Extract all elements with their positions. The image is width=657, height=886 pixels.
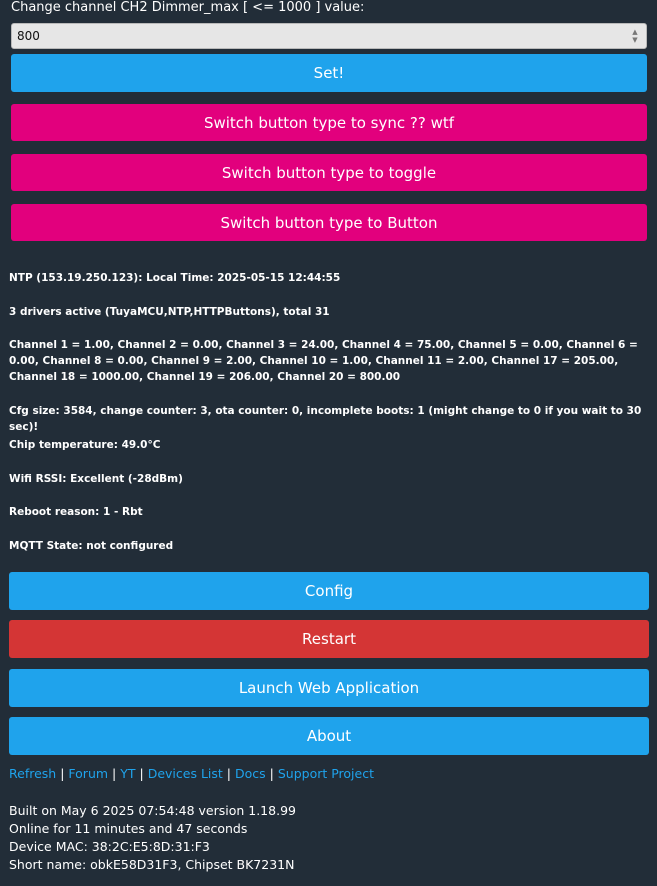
channels-status: Channel 1 = 1.00, Channel 2 = 0.00, Channel 3 = 24.00, Channel 4 = 75.00, Channel 5 = 0.00, Channel 6 = 0.00, Channel 8 = 0.00, Channel 9 = 2.00, Channel 10 = 1.00, Channel 11 = 2.00, Channel 17 = 205.00, Channel 18 = 1000.00, Channel 19 = 206.00, Channel 20 = 800.00 bbox=[9, 339, 638, 383]
footer-links bbox=[9, 766, 374, 782]
drivers-status: 3 drivers active (TuyaMCU,NTP,HTTPButtons), total 31 bbox=[9, 306, 330, 318]
short-name-info: Short name: obkE58D31F3, Chipset BK7231N bbox=[9, 857, 295, 872]
uptime-info: Online for 11 minutes and 47 seconds bbox=[9, 821, 248, 836]
config-button[interactable]: Config bbox=[9, 572, 649, 610]
launch-web-app-button[interactable]: Launch Web Application bbox=[9, 669, 649, 707]
set-button[interactable]: Set! bbox=[11, 54, 647, 92]
spinner-arrows-icon[interactable]: ▲ ▼ bbox=[632, 28, 638, 44]
build-info: Built on May 6 2025 07:54:48 version 1.18.99 bbox=[9, 803, 296, 818]
separator: | bbox=[226, 766, 231, 781]
separator: | bbox=[60, 766, 65, 781]
dimmer-max-label: Change channel CH2 Dimmer_max [ <= 1000 ] value: bbox=[11, 0, 365, 15]
mac-info: Device MAC: 38:2C:E5:8D:31:F3 bbox=[9, 839, 210, 854]
chip-temperature: Chip temperature: 49.0°C bbox=[9, 439, 161, 451]
switch-toggle-button[interactable]: Switch button type to toggle bbox=[11, 154, 647, 191]
ntp-status: NTP (153.19.250.123): Local Time: 2025-05-15 12:44:55 bbox=[9, 272, 341, 284]
switch-button-button[interactable]: Switch button type to Button bbox=[11, 204, 647, 241]
refresh-link[interactable]: Refresh bbox=[9, 766, 57, 781]
yt-link[interactable]: YT bbox=[120, 766, 136, 781]
devices-list-link[interactable]: Devices List bbox=[147, 766, 223, 781]
mqtt-state: MQTT State: not configured bbox=[9, 540, 174, 552]
docs-link[interactable]: Docs bbox=[234, 766, 266, 781]
cfg-status: Cfg size: 3584, change counter: 3, ota counter: 0, incomplete boots: 1 (might change to 0 if you wait to 30 sec)! bbox=[9, 405, 642, 433]
separator: | bbox=[139, 766, 144, 781]
separator: | bbox=[112, 766, 117, 781]
reboot-reason: Reboot reason: 1 - Rbt bbox=[9, 506, 143, 518]
wifi-rssi: Wifi RSSI: Excellent (-28dBm) bbox=[9, 473, 183, 485]
forum-link[interactable]: Forum bbox=[68, 766, 109, 781]
about-button[interactable]: About bbox=[9, 717, 649, 755]
support-project-link[interactable]: Support Project bbox=[277, 766, 374, 781]
device-info bbox=[9, 802, 296, 874]
dimmer-max-value: 800 bbox=[17, 29, 40, 43]
switch-sync-button[interactable]: Switch button type to sync ?? wtf bbox=[11, 104, 647, 141]
restart-button[interactable]: Restart bbox=[9, 620, 649, 658]
separator: | bbox=[269, 766, 274, 781]
dimmer-max-input[interactable] bbox=[11, 23, 647, 49]
